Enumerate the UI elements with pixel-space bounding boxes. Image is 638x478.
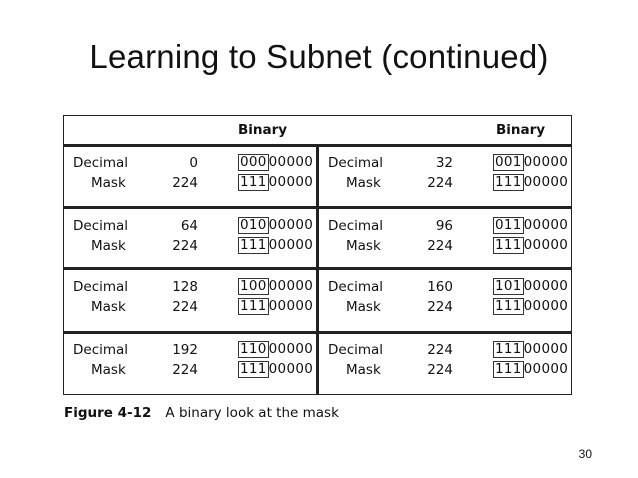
mask-value: 224 (172, 238, 198, 254)
decimal-label: Decimal (73, 218, 129, 234)
binary-mask (493, 298, 568, 315)
slide-title: Learning to Subnet (continued) (89, 38, 549, 75)
decimal-label: Decimal (328, 342, 384, 358)
mask-bits-box: 111 (495, 174, 522, 190)
table-header (64, 116, 571, 147)
mask-host-bits: 00000 (268, 298, 314, 314)
binary-value (238, 154, 313, 171)
mask-host-bits: 00000 (523, 361, 569, 377)
caption-text: A binary look at the mask (165, 405, 339, 421)
mask-bits-box: 111 (495, 361, 522, 377)
host-bits: 00000 (268, 341, 314, 357)
decimal-label: Decimal (73, 279, 129, 295)
mask-host-bits: 00000 (523, 237, 569, 253)
binary-value (493, 154, 568, 171)
binary-value (493, 217, 568, 234)
binary-value (238, 341, 313, 358)
mask-value: 224 (172, 299, 198, 315)
table-cell (319, 273, 569, 333)
decimal-label: Decimal (73, 155, 129, 171)
table-cell (319, 336, 569, 396)
mask-host-bits: 00000 (268, 361, 314, 377)
header-binary-right: Binary (496, 122, 546, 138)
header-binary-left: Binary (238, 122, 288, 138)
binary-value (493, 341, 568, 358)
mask-bits-box: 111 (240, 174, 267, 190)
decimal-label: Decimal (328, 279, 384, 295)
mask-value: 224 (172, 175, 198, 191)
binary-mask (238, 361, 313, 378)
table-cell (319, 212, 569, 272)
network-bits-box: 000 (240, 154, 267, 170)
table-cell (64, 336, 314, 396)
host-bits: 00000 (268, 217, 314, 233)
binary-value (493, 278, 568, 295)
figure-label: Figure 4-12 (64, 405, 152, 421)
mask-bits-box: 111 (240, 361, 267, 377)
mask-value: 224 (172, 362, 198, 378)
decimal-value: 96 (435, 218, 453, 234)
mask-host-bits: 00000 (523, 298, 569, 314)
decimal-label: Decimal (328, 155, 384, 171)
mask-label: Mask (346, 362, 381, 378)
mask-value: 224 (427, 299, 453, 315)
binary-mask (238, 174, 313, 191)
mask-label: Mask (91, 362, 126, 378)
figure-caption (64, 405, 339, 421)
network-bits-box: 011 (495, 217, 522, 233)
table-cell (64, 212, 314, 272)
mask-bits-box: 111 (495, 237, 522, 253)
binary-mask (493, 237, 568, 254)
binary-mask (493, 174, 568, 191)
binary-mask (238, 298, 313, 315)
host-bits: 00000 (268, 278, 314, 294)
network-bits-box: 010 (240, 217, 267, 233)
host-bits: 00000 (523, 154, 569, 170)
network-bits-box: 110 (240, 341, 267, 357)
decimal-value: 0 (189, 155, 198, 171)
mask-label: Mask (346, 238, 381, 254)
decimal-label: Decimal (73, 342, 129, 358)
binary-mask (238, 237, 313, 254)
mask-value: 224 (427, 238, 453, 254)
binary-value (238, 278, 313, 295)
host-bits: 00000 (523, 341, 569, 357)
mask-label: Mask (346, 175, 381, 191)
mask-label: Mask (91, 238, 126, 254)
mask-host-bits: 00000 (523, 174, 569, 190)
table-cell (64, 273, 314, 333)
network-bits-box: 100 (240, 278, 267, 294)
mask-label: Mask (91, 175, 126, 191)
binary-mask (493, 361, 568, 378)
decimal-value: 128 (172, 279, 198, 295)
network-bits-box: 111 (495, 341, 522, 357)
decimal-value: 32 (435, 155, 453, 171)
mask-bits-box: 111 (240, 237, 267, 253)
mask-value: 224 (427, 175, 453, 191)
page-number: 30 (578, 447, 592, 461)
host-bits: 00000 (523, 217, 569, 233)
table-cell (64, 149, 314, 209)
binary-value (238, 217, 313, 234)
table-cell (319, 149, 569, 209)
decimal-value: 192 (172, 342, 198, 358)
mask-host-bits: 00000 (268, 237, 314, 253)
binary-mask-table (63, 115, 572, 395)
mask-bits-box: 111 (495, 298, 522, 314)
decimal-label: Decimal (328, 218, 384, 234)
network-bits-box: 001 (495, 154, 522, 170)
mask-label: Mask (346, 299, 381, 315)
host-bits: 00000 (268, 154, 314, 170)
mask-label: Mask (91, 299, 126, 315)
mask-value: 224 (427, 362, 453, 378)
decimal-value: 160 (427, 279, 453, 295)
host-bits: 00000 (523, 278, 569, 294)
decimal-value: 64 (180, 218, 198, 234)
decimal-value: 224 (427, 342, 453, 358)
mask-bits-box: 111 (240, 298, 267, 314)
mask-host-bits: 00000 (268, 174, 314, 190)
network-bits-box: 101 (495, 278, 522, 294)
